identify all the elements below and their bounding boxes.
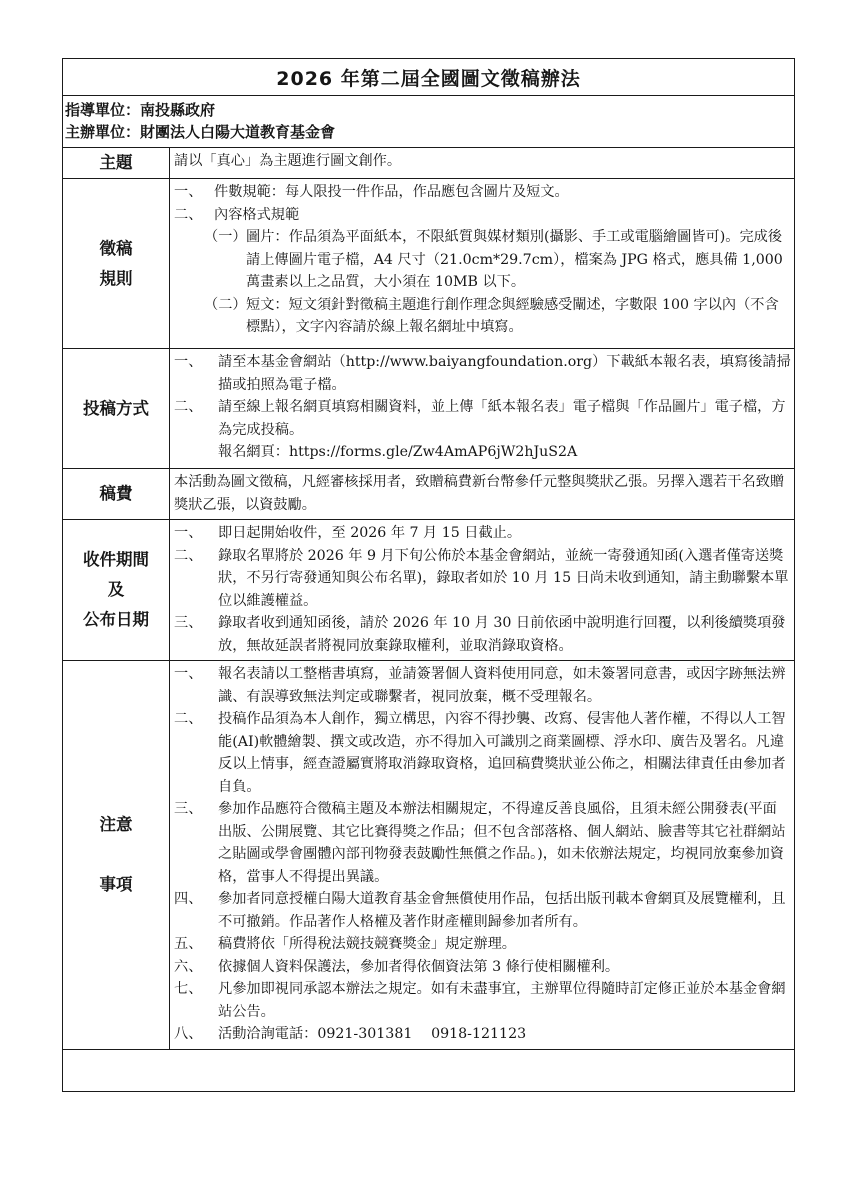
rules-subitem-2 <box>174 294 791 339</box>
guidance-unit: 指導單位：南投縣政府 <box>65 101 216 119</box>
document-sheet <box>62 58 795 1092</box>
rules-table <box>63 148 794 1050</box>
notes-item-1-text: 報名表請以工整楷書填寫，並請簽署個人資料使用同意，如未簽署同意書，或因字跡無法辨識、有誤導致無法判定或聯繫者，視同放棄，概不受理報名。 <box>218 666 786 705</box>
theme-label-text: 主題 <box>99 153 133 172</box>
rules-item-1-text: 件數規範：每人限投一件作品，作品應包含圖片及短文。 <box>214 184 569 200</box>
organizer-unit: 主辦單位：財團法人白陽大道教育基金會 <box>65 123 336 141</box>
submission-item-1-text: 請至本基金會網站（http://www.baiyangfoundation.org）下載紙本報名表，填寫後請掃描或拍照為電子檔。 <box>218 354 791 393</box>
fee-label-text: 稿費 <box>99 484 133 503</box>
fee-row <box>63 469 794 520</box>
period-item-3-number: 三、 <box>174 615 203 631</box>
submission-content <box>170 349 795 469</box>
notes-item-8-text: 活動洽詢電話：0921-301381 0918-121123 <box>218 1026 527 1042</box>
organizer-block <box>63 96 794 148</box>
rules-label-line-2: 規則 <box>99 268 133 288</box>
notes-item-4 <box>174 888 791 933</box>
period-item-1 <box>174 522 791 545</box>
document-title: 2026 年第二屆全國圖文徵稿辦法 <box>63 59 794 96</box>
notes-item-3 <box>174 798 791 888</box>
notes-item-8-number: 八、 <box>174 1026 203 1042</box>
notes-label-line-2: 事項 <box>99 874 133 894</box>
period-item-3 <box>174 612 791 657</box>
rules-content <box>170 179 795 349</box>
notes-label-gap <box>63 840 169 870</box>
period-item-1-text: 即日起開始收件，至 2026 年 7 月 15 日截止。 <box>218 525 522 541</box>
rules-row <box>63 179 794 349</box>
submission-item-2 <box>174 396 791 441</box>
submission-label <box>63 349 170 469</box>
rules-subitem-1-number: （一） <box>204 229 247 245</box>
theme-content <box>170 148 795 179</box>
rules-item-2-number: 二、 <box>174 206 203 223</box>
rules-item-1 <box>174 181 791 204</box>
notes-item-6-text: 依據個人資料保護法，參加者得依個資法第 3 條行使相關權利。 <box>218 958 620 975</box>
notes-item-5-text: 稿費將依「所得稅法競技競賽獎金」規定辦理。 <box>218 936 516 952</box>
submission-label-text: 投稿方式 <box>83 398 149 418</box>
period-row <box>63 520 794 661</box>
notes-item-2 <box>174 708 791 798</box>
notes-item-4-number: 四、 <box>174 891 203 907</box>
period-label-line-1: 收件期間 <box>83 550 149 569</box>
notes-item-1-number: 一、 <box>174 666 203 682</box>
theme-label <box>63 148 170 179</box>
notes-item-3-number: 三、 <box>174 801 203 817</box>
period-item-2-number: 二、 <box>174 547 203 564</box>
notes-item-5 <box>174 933 791 956</box>
period-label-line-2: 及 <box>107 580 125 599</box>
period-content <box>170 520 795 661</box>
rules-subitem-2-text: 短文：短文須針對徵稿主題進行創作理念與經驗感受闡述，字數限 100 字以內（不含標點），文字內容請於線上報名網址中填寫。 <box>246 296 779 335</box>
fee-label <box>63 469 170 520</box>
rules-item-2 <box>174 204 791 227</box>
notes-item-2-number: 二、 <box>174 711 203 727</box>
theme-text: 請以「真心」為主題進行圖文創作。 <box>174 153 402 169</box>
period-label-line-3: 公布日期 <box>83 610 149 629</box>
rules-subitem-2-number: （二） <box>204 296 247 313</box>
notes-row <box>63 661 794 1050</box>
notes-item-5-number: 五、 <box>174 936 203 952</box>
fee-content <box>170 469 795 520</box>
submission-indent <box>174 441 218 464</box>
fee-text: 本活動為圖文徵稿，凡經審核採用者，致贈稿費新台幣參仟元整與獎狀乙張。另擇入選若干名致贈獎狀乙張，以資鼓勵。 <box>174 474 785 513</box>
notes-item-8 <box>174 1023 791 1046</box>
rules-item-2-text: 內容格式規範 <box>214 206 300 223</box>
notes-item-6 <box>174 956 791 979</box>
notes-label <box>63 661 170 1050</box>
period-item-3-text: 錄取者收到通知函後，請於 2026 年 10 月 30 日前依函中說明進行回覆，以利後續獎項發放，無故延誤者將視同放棄錄取權利，並取消錄取資格。 <box>218 615 786 654</box>
rules-subitem-1-text: 圖片：作品須為平面紙本，不限紙質與媒材類別(攝影、手工或電腦繪圖皆可)。完成後請上傳圖片電子檔，A4 尺寸（21.0cm*29.7cm），檔案為 JPG 格式，應具備 1,000 萬畫素以上之品質，大小須在 10MB 以下。 <box>246 229 783 290</box>
notes-item-7-number: 七、 <box>174 981 203 997</box>
submission-row <box>63 349 794 469</box>
notes-item-6-number: 六、 <box>174 958 203 975</box>
submission-form-link-line <box>174 441 791 464</box>
rules-label <box>63 179 170 349</box>
period-item-2 <box>174 545 791 613</box>
rules-item-1-number: 一、 <box>174 184 203 200</box>
notes-item-7-text: 凡參加即視同承認本辦法之規定。如有未盡事宜，主辦單位得隨時訂定修正並於本基金會網站公告。 <box>218 981 786 1020</box>
submission-item-1-number: 一、 <box>174 354 203 370</box>
notes-item-3-text: 參加作品應符合徵稿主題及本辦法相關規定，不得違反善良風俗，且須未經公開發表(平面出版、公開展覽、其它比賽得獎之作品；但不包含部落格、個人網站、臉書等其它社群網站之貼圖或學會團體內部刊物發表鼓勵性無償之作品。)，如未依辦法規定，均視同放棄參加資格，當事人不得提出異議。 <box>218 801 786 885</box>
notes-item-2-text: 投稿作品須為本人創作，獨立構思，內容不得抄襲、改寫、侵害他人著作權，不得以人工智能(AI)軟體繪製、撰文或改造，亦不得加入可識別之商業圖標、浮水印、廣告及署名。凡違反以上情事，經查證屬實將取消錄取資格，追回稿費獎狀並公佈之，相關法律責任由參加者自負。 <box>218 711 786 795</box>
submission-item-2-number: 二、 <box>174 399 203 415</box>
period-label <box>63 520 170 661</box>
notes-label-line-1: 注意 <box>99 814 133 834</box>
period-item-1-number: 一、 <box>174 525 203 541</box>
notes-item-1 <box>174 663 791 708</box>
theme-row <box>63 148 794 179</box>
notes-item-4-text: 參加者同意授權白陽大道教育基金會無償使用作品，包括出版刊載本會網頁及展覽權利，且不可撤銷。作品著作人格權及著作財產權則歸參加者所有。 <box>218 891 786 930</box>
notes-item-7 <box>174 978 791 1023</box>
period-item-2-text: 錄取名單將於 2026 年 9 月下旬公佈於本基金會網站，並統一寄發通知函(入選者僅寄送獎狀，不另行寄發通知與公布名單)，錄取者如於 10 月 15 日尚未收到通知，請主動聯繫本單位以維護權益。 <box>218 547 789 609</box>
rules-subitem-1 <box>174 226 791 294</box>
submission-item-2-text: 請至線上報名網頁填寫相關資料，並上傳「紙本報名表」電子檔與「作品圖片」電子檔，方為完成投稿。 <box>218 399 786 438</box>
submission-item-1 <box>174 351 791 396</box>
submission-form-link[interactable]: 報名網頁：https://forms.gle/Zw4AmAP6jW2hJuS2A <box>218 444 578 460</box>
notes-content <box>170 661 795 1050</box>
rules-label-line-1: 徵稿 <box>99 238 133 258</box>
